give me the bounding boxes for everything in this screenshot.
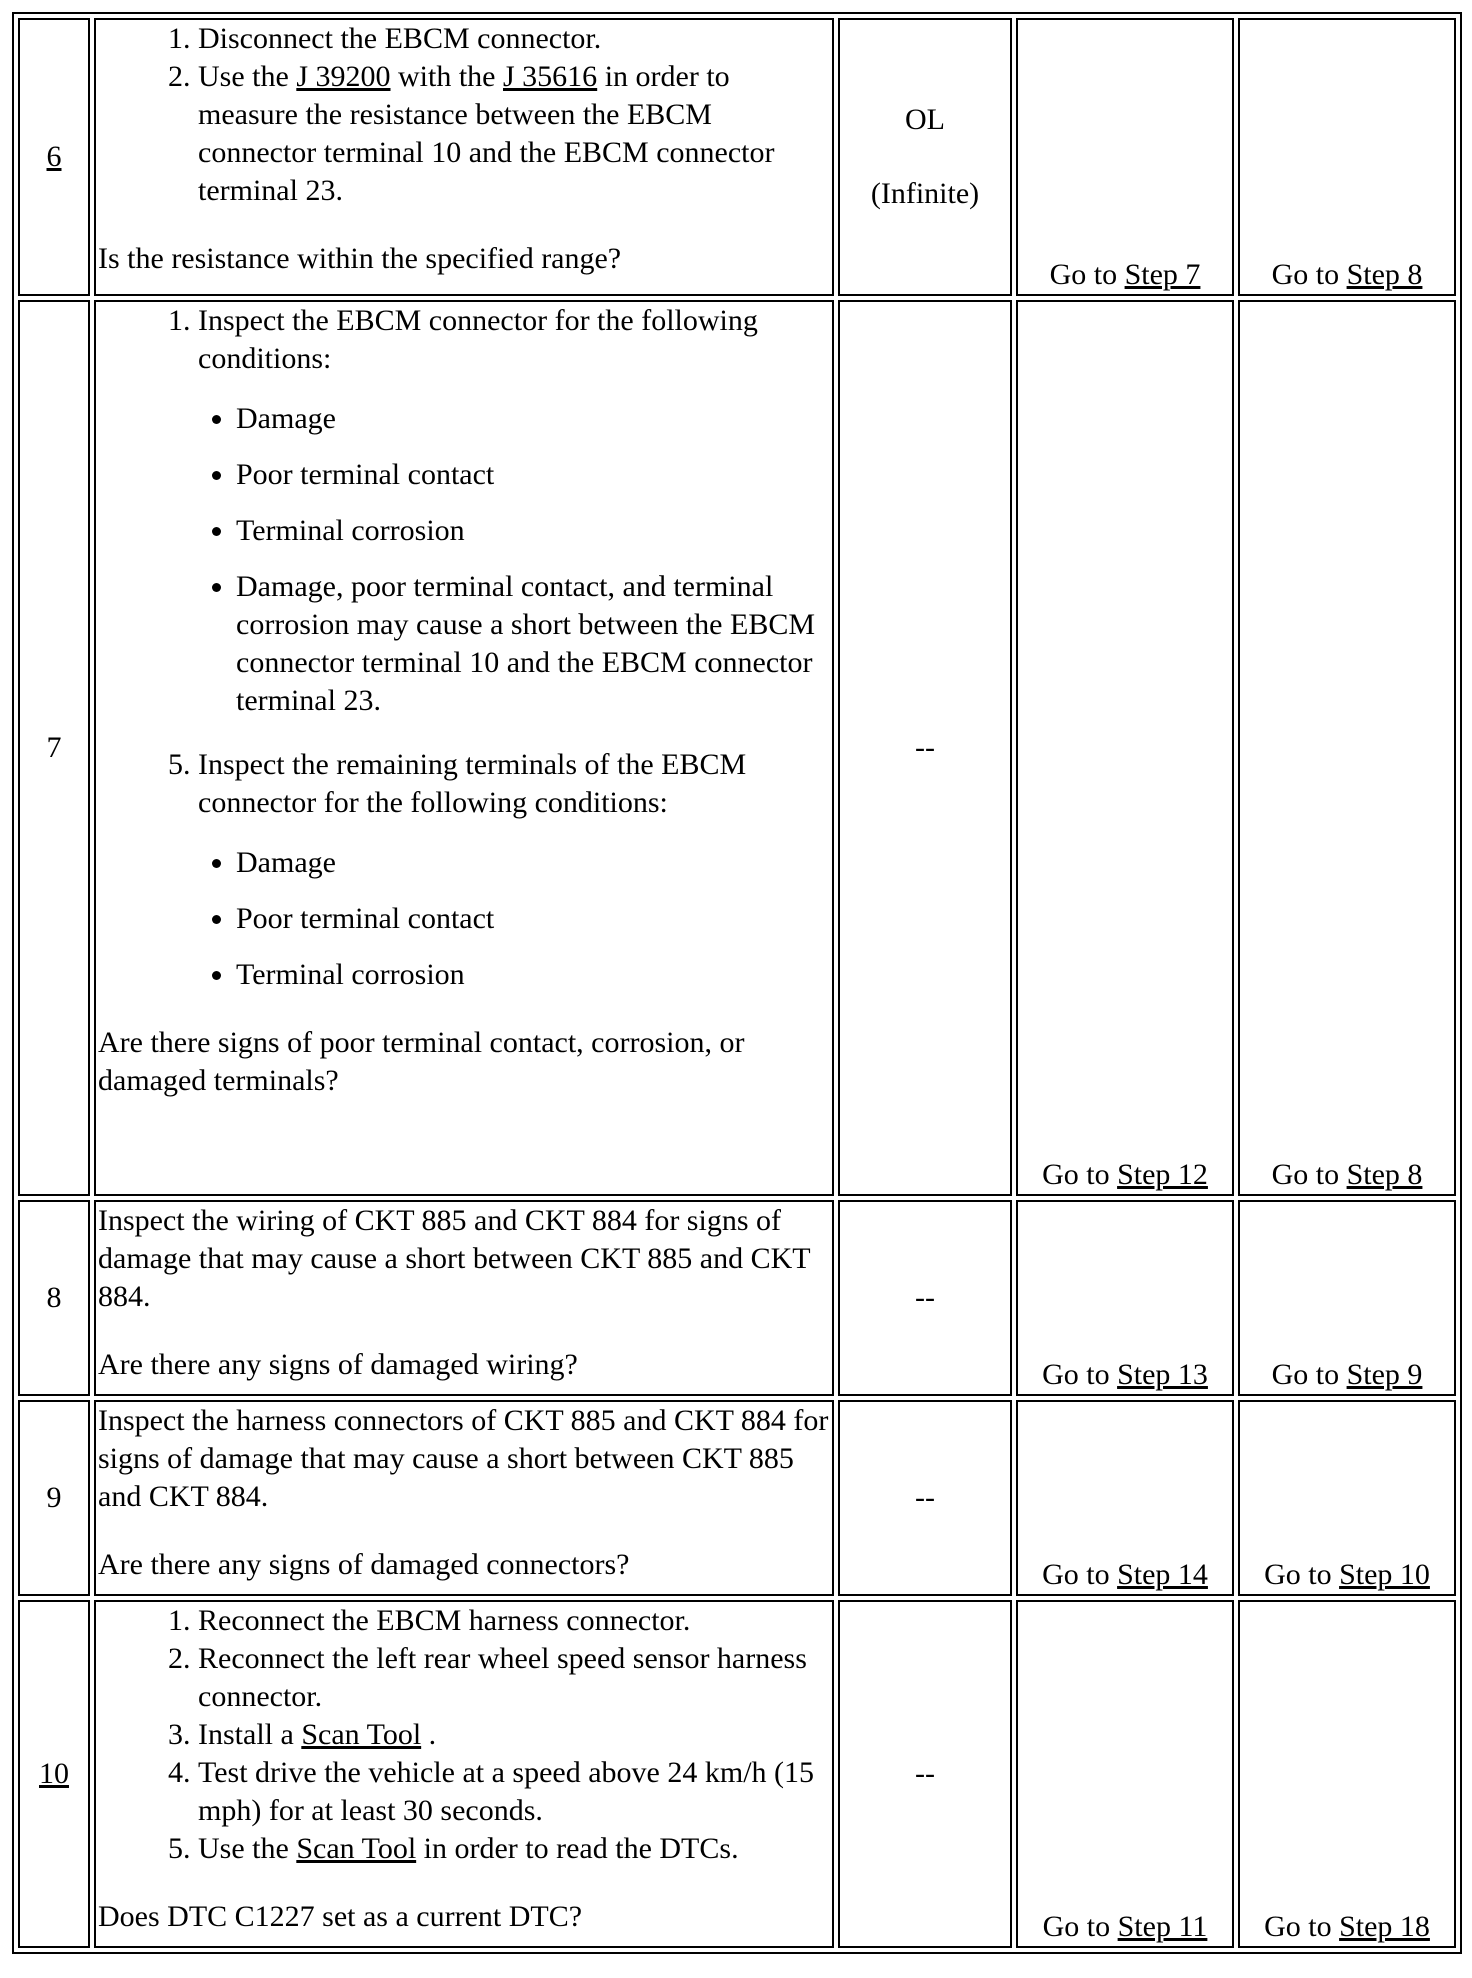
action-text: Inspect the harness connectors of CKT 885 and CKT 884 for signs of damage that may cause a short between CKT 885 and CKT 884.: [98, 1404, 829, 1513]
go-to-step-link[interactable]: Step 14: [1117, 1558, 1208, 1591]
go-to-step-link[interactable]: Step 9: [1346, 1358, 1423, 1391]
value-cell: [838, 18, 1012, 296]
no-cell: Go to Step 18: [1238, 1600, 1456, 1948]
action-list: [98, 20, 830, 210]
table-row-step-7: [18, 300, 1456, 1196]
action-item: 5. Inspect the remaining terminals of the EBCM connector for the following conditions: • Damage • Poor terminal contact • Terminal corrosion: [198, 746, 830, 994]
table-row-step-9: [18, 1400, 1456, 1596]
action-list: [98, 302, 830, 720]
list-item: • Damage: [236, 844, 830, 882]
step-6-link[interactable]: 6: [46, 140, 62, 173]
action-item: 1. Reconnect the EBCM harness connector.: [198, 1602, 830, 1640]
value-cell: --: [838, 1200, 1012, 1396]
list-item: • Terminal corrosion: [236, 512, 830, 550]
value-cell: --: [838, 1400, 1012, 1596]
step-number-cell: [18, 1600, 90, 1948]
list-item: • Poor terminal contact: [236, 900, 830, 938]
action-item: 1. Disconnect the EBCM connector.: [198, 20, 830, 58]
scan-tool-link[interactable]: Scan Tool: [301, 1718, 422, 1751]
list-item: • Damage: [236, 400, 830, 438]
action-list: [98, 746, 830, 994]
action-text: Inspect the wiring of CKT 885 and CKT 884 for signs of damage that may cause a short between CKT 885 and CKT 884.: [98, 1204, 811, 1313]
value-line-1: OL: [905, 103, 945, 136]
diagnostic-steps-table: [12, 12, 1462, 1954]
question-text: Are there any signs of damaged connectors?: [98, 1548, 630, 1581]
action-item: 5. Use the Scan Tool in order to read the DTCs.: [198, 1830, 830, 1868]
go-to-step-link[interactable]: Step 11: [1117, 1910, 1208, 1943]
action-cell: [94, 1200, 834, 1396]
value-cell: --: [838, 300, 1012, 1196]
go-to-step-link[interactable]: Step 7: [1124, 258, 1201, 291]
go-to-step-link[interactable]: Step 8: [1346, 258, 1423, 291]
step-10-link[interactable]: 10: [39, 1757, 69, 1790]
yes-cell: Go to Step 12: [1016, 300, 1234, 1196]
condition-list: [198, 400, 830, 720]
value-line-2: (Infinite): [870, 177, 980, 210]
yes-cell: Go to Step 11: [1016, 1600, 1234, 1948]
no-cell: Go to Step 8: [1238, 300, 1456, 1196]
diagnostic-table-container: [12, 12, 1462, 1954]
step-number-cell: 8: [18, 1200, 90, 1396]
j39200-link[interactable]: J 39200: [296, 60, 391, 93]
no-cell: Go to Step 10: [1238, 1400, 1456, 1596]
table-row-step-6: [18, 18, 1456, 296]
action-cell: [94, 300, 834, 1196]
question-text: Does DTC C1227 set as a current DTC?: [98, 1900, 583, 1933]
action-item: 2. Use the J 39200 with the J 35616 in order to measure the resistance between the EBCM connector terminal 10 and the EBCM connector terminal 23.: [198, 58, 830, 210]
yes-cell: Go to Step 14: [1016, 1400, 1234, 1596]
action-item: 2. Reconnect the left rear wheel speed sensor harness connector.: [198, 1640, 830, 1716]
action-item: 1. Inspect the EBCM connector for the following conditions: • Damage • Poor terminal contact • Terminal corrosion • Damage, poor terminal contact, and terminal corrosion may cause a short between the EBCM connector terminal 10 and the EBCM connector terminal 23.: [198, 302, 830, 720]
action-cell: [94, 1600, 834, 1948]
question-text: Are there any signs of damaged wiring?: [98, 1348, 578, 1381]
question-text: Are there signs of poor terminal contact, corrosion, or damaged terminals?: [98, 1026, 745, 1097]
go-to-step-link[interactable]: Step 18: [1339, 1910, 1430, 1943]
step-number-cell: [18, 18, 90, 296]
table-row-step-10: [18, 1600, 1456, 1948]
action-list: [98, 1602, 830, 1868]
yes-cell: Go to Step 7: [1016, 18, 1234, 296]
go-to-step-link[interactable]: Step 8: [1346, 1158, 1423, 1191]
step-number-cell: 7: [18, 300, 90, 1196]
question-text: Is the resistance within the specified range?: [98, 242, 622, 275]
j35616-link[interactable]: J 35616: [503, 60, 598, 93]
step-number-cell: 9: [18, 1400, 90, 1596]
table-row-step-8: [18, 1200, 1456, 1396]
action-cell: [94, 18, 834, 296]
go-to-step-link[interactable]: Step 13: [1117, 1358, 1208, 1391]
action-cell: [94, 1400, 834, 1596]
list-item: • Poor terminal contact: [236, 456, 830, 494]
no-cell: Go to Step 8: [1238, 18, 1456, 296]
yes-cell: Go to Step 13: [1016, 1200, 1234, 1396]
list-item: • Terminal corrosion: [236, 956, 830, 994]
scan-tool-link[interactable]: Scan Tool: [296, 1832, 417, 1865]
action-item: 4. Test drive the vehicle at a speed above 24 km/h (15 mph) for at least 30 seconds.: [198, 1754, 830, 1830]
go-to-step-link[interactable]: Step 12: [1117, 1158, 1208, 1191]
value-cell: --: [838, 1600, 1012, 1948]
condition-list: [198, 844, 830, 994]
no-cell: Go to Step 9: [1238, 1200, 1456, 1396]
list-item: • Damage, poor terminal contact, and terminal corrosion may cause a short between the EBCM connector terminal 10 and the EBCM connector terminal 23.: [236, 568, 830, 720]
go-to-step-link[interactable]: Step 10: [1339, 1558, 1430, 1591]
action-item: 3. Install a Scan Tool .: [198, 1716, 830, 1754]
